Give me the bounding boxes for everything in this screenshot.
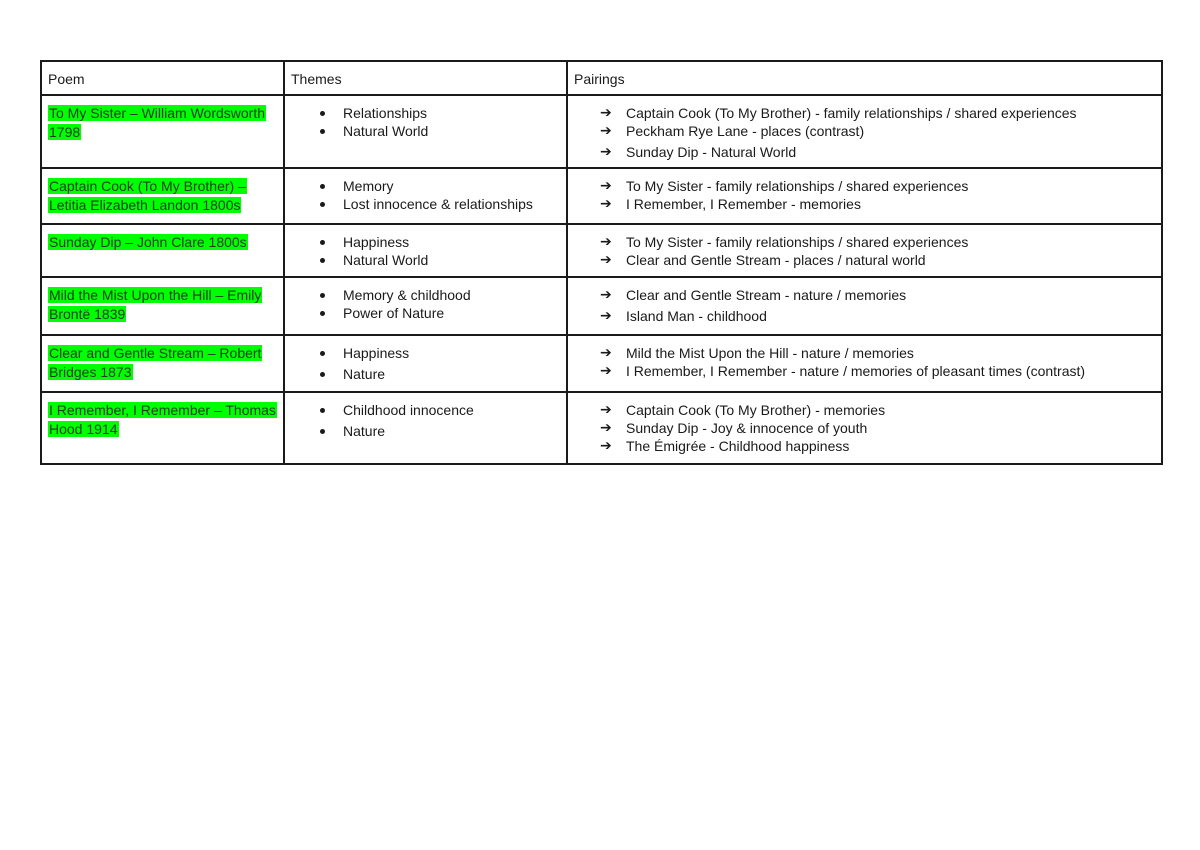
arrow-right-icon: ➔ [600,345,612,361]
header-poem: Poem [41,61,284,95]
theme-item: Nature [291,422,560,440]
poem-cell [41,95,284,168]
poem-cell [41,277,284,335]
poem-title: I Remember, I Remember – Thomas Hood 1914 [49,402,276,437]
arrow-right-icon: ➔ [600,420,612,436]
pairing-item: ➔ Clear and Gentle Stream - places / natural world [600,252,926,268]
table-row [41,335,1162,392]
arrow-right-icon: ➔ [600,234,612,250]
pairings-cell [567,392,1162,464]
header-themes: Themes [284,61,567,95]
arrow-right-icon: ➔ [600,123,612,139]
pairing-item: ➔ I Remember, I Remember - memories [600,196,861,212]
theme-item: Natural World [291,122,560,140]
pairings-cell [567,168,1162,224]
theme-item: Relationships [291,104,560,122]
poem-title: Mild the Mist Upon the Hill – Emily Brontë 1839 [49,287,262,322]
themes-cell [284,224,567,277]
arrow-right-icon: ➔ [600,402,612,418]
theme-item: Natural World [291,251,560,269]
pairing-item: ➔ Mild the Mist Upon the Hill - nature / memories [600,345,914,361]
poem-title: Clear and Gentle Stream – Robert Bridges 1873 [49,345,262,380]
poem-cell [41,168,284,224]
theme-item: Lost innocence & relationships [291,195,560,213]
pairing-item: ➔ Captain Cook (To My Brother) - family relationships / shared experiences [600,105,1077,121]
pairing-item: ➔ Sunday Dip - Natural World [600,144,797,160]
pairing-item: ➔ I Remember, I Remember - nature / memories of pleasant times (contrast) [600,363,1086,379]
arrow-right-icon: ➔ [600,196,612,212]
pairing-item: ➔ Sunday Dip - Joy & innocence of youth [600,420,868,436]
arrow-right-icon: ➔ [600,178,612,194]
poem-title: To My Sister – William Wordsworth 1798 [49,105,266,140]
table-row [41,224,1162,277]
arrow-right-icon: ➔ [600,438,612,454]
table-row [41,95,1162,168]
arrow-right-icon: ➔ [600,252,612,268]
theme-item: Power of Nature [291,304,560,322]
arrow-right-icon: ➔ [600,144,612,160]
pairing-item: ➔ Peckham Rye Lane - places (contrast) [600,123,865,139]
pairing-item: ➔ Clear and Gentle Stream - nature / memories [600,287,907,303]
table-row [41,277,1162,335]
themes-cell [284,392,567,464]
table-row [41,392,1162,464]
theme-item: Memory & childhood [291,286,560,304]
pairings-cell [567,335,1162,392]
theme-item: Childhood innocence [291,401,560,419]
arrow-right-icon: ➔ [600,308,612,324]
pairing-item: ➔ The Émigrée - Childhood happiness [600,438,850,454]
theme-item: Nature [291,365,560,383]
header-pairings: Pairings [567,61,1162,95]
themes-cell [284,277,567,335]
pairing-item: ➔ To My Sister - family relationships / shared experiences [600,234,969,250]
theme-item: Happiness [291,344,560,362]
poem-cell [41,392,284,464]
poem-cell [41,335,284,392]
theme-item: Memory [291,177,560,195]
pairing-item: ➔ Captain Cook (To My Brother) - memories [600,402,886,418]
themes-cell [284,95,567,168]
pairings-cell [567,224,1162,277]
poem-title: Captain Cook (To My Brother) – Letitia Elizabeth Landon 1800s [49,178,246,213]
pairings-cell [567,95,1162,168]
poem-title: Sunday Dip – John Clare 1800s [49,234,247,250]
arrow-right-icon: ➔ [600,287,612,303]
poems-table [40,60,1163,465]
theme-item: Happiness [291,233,560,251]
pairings-cell [567,277,1162,335]
table-header-row [41,61,1162,95]
themes-cell [284,168,567,224]
arrow-right-icon: ➔ [600,363,612,379]
poem-cell [41,224,284,277]
pairing-item: ➔ To My Sister - family relationships / shared experiences [600,178,969,194]
themes-cell [284,335,567,392]
arrow-right-icon: ➔ [600,105,612,121]
table-row [41,168,1162,224]
pairing-item: ➔ Island Man - childhood [600,308,767,324]
